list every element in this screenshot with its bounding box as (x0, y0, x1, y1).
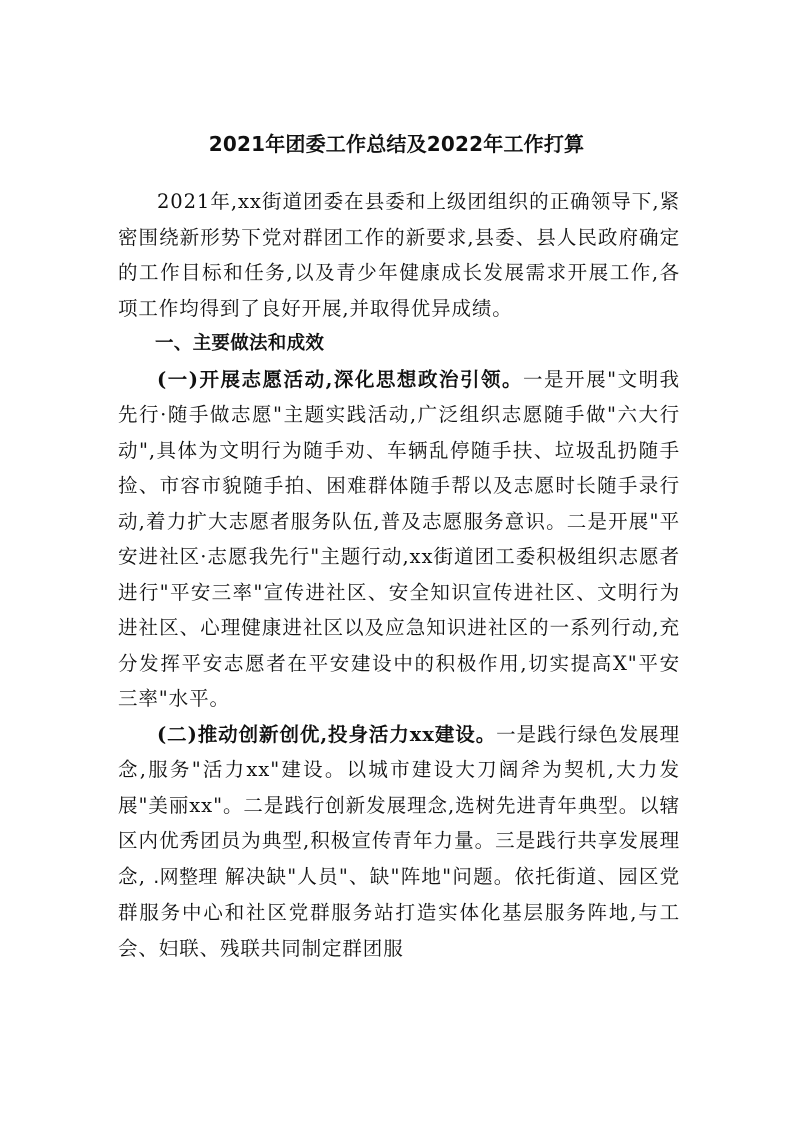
item-paragraph-2 (118, 717, 680, 967)
item-text-1: 一是开展"文明我先行·随手做志愿"主题实践活动,广泛组织志愿随手做"六大行动",具体为文明行为随手劝、车辆乱停随手扶、垃圾乱扔随手捡、市容市貌随手拍、困难群体随手帮以及志愿时长随手录行动,着力扩大志愿者服务队伍,普及志愿服务意识。二是开展"平安进社区·志愿我先行"主题行动,xx街道团工委积极组织志愿者进行"平安三率"宣传进社区、安全知识宣传进社区、文明行为进社区、心理健康进社区以及应急知识进社区的一系列行动,充分发挥平安志愿者在平安建设中的积极作用,切实提高X"平安三率"水平。 (118, 367, 681, 710)
item-lead-1: (一)开展志愿活动,深化思想政治引领。 (157, 367, 524, 391)
item-paragraph-1 (118, 362, 680, 717)
section-heading: 一、主要做法和成效 (155, 333, 325, 354)
watermark-text: .网整理 (153, 865, 218, 888)
item-text-2a: 一是践行绿色发展理念,服务"活力xx"建设。以城市建设大刀阔斧为契机,大力发展"美丽xx"。二是践行创新发展理念,选树先进青年典型。以辖区内优秀团员为典型,积极宣传青年力量。三是践行共享发展理念, (118, 722, 681, 888)
item-lead-2: (二)推动创新创优,投身活力xx建设。 (157, 722, 497, 746)
document-body (118, 184, 680, 966)
item-text-2b: 解决缺"人员"、缺"阵地"问题。依托街道、园区党群服务中心和社区党群服务站打造实体化基层服务阵地,与工会、妇联、残联共同制定群团服 (118, 864, 680, 960)
document-title: 2021年团委工作总结及2022年工作打算 (208, 132, 585, 156)
intro-paragraph: 2021年,xx街道团委在县委和上级团组织的正确领导下,紧密围绕新形势下党对群团工作的新要求,县委、县人民政府确定的工作目标和任务,以及青少年健康成长发展需求开展工作,各项工作均得到了良好开展,并取得优异成绩。 (118, 190, 680, 320)
